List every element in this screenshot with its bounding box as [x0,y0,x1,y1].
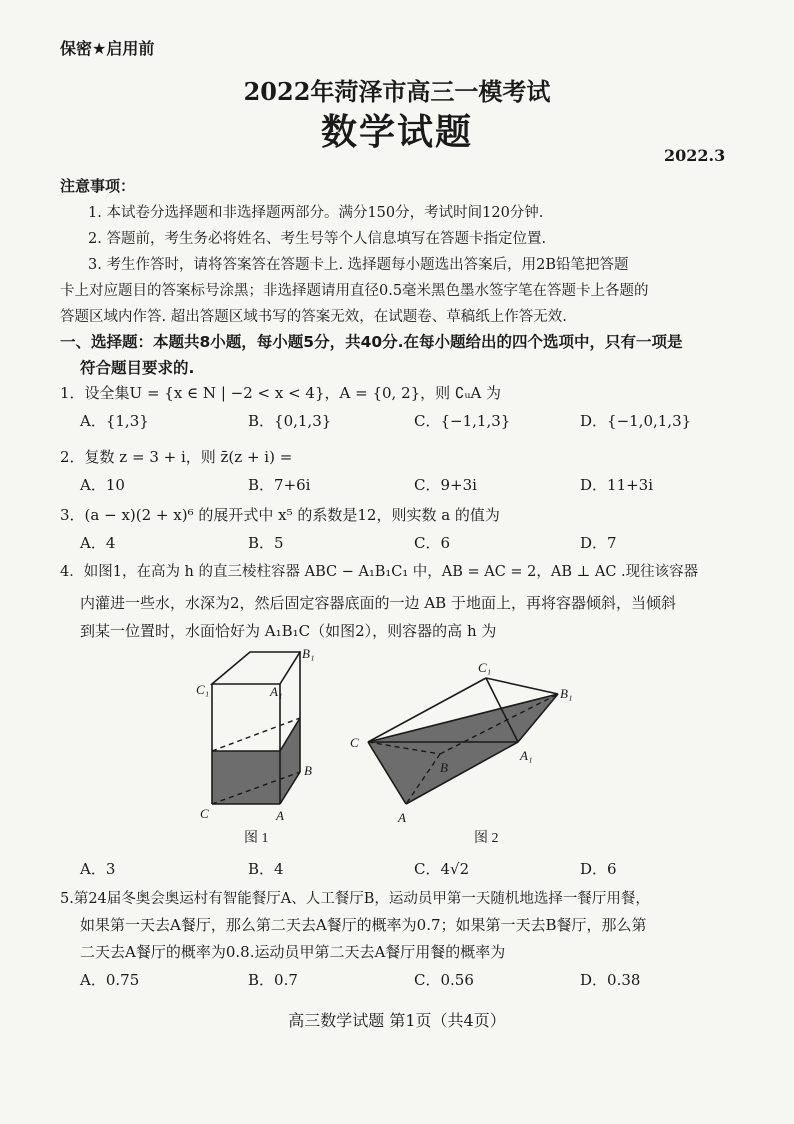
question-4-line1: 4．如图1，在高为 h 的直三棱柱容器 ABC − A₁B₁C₁ 中，AB = AC = 2，AB ⊥ AC .现往该容器 [60,564,699,580]
q5-option-c: C．0.56 [414,971,474,989]
q4-option-d: D．6 [580,860,617,878]
q5-option-d: D．0.38 [580,971,641,989]
label-C: C [200,806,209,821]
question-4-line2: 内灌进一些水，水深为2，然后固定容器底面的一边 AB 于地面上，再将容器倾斜，当倾斜 [80,594,676,612]
label-B: B [304,763,312,778]
q4-option-c: C．4√2 [414,860,470,878]
q4-option-b: B．4 [248,860,284,878]
q2-option-d: D．11+3i [580,476,654,494]
q2-option-a: A．10 [80,476,125,494]
exam-date: 2022.3 [664,146,726,165]
label-B1: B₁ [302,646,315,661]
page-footer: 高三数学试题 第1页（共4页） [288,1011,506,1030]
figure-2-tilted-prism [346,654,582,854]
question-5-line3: 二天去A餐厅的概率为0.8.运动员甲第二天去A餐厅用餐的概率为 [80,943,506,961]
subject-title: 数学试题 [320,111,473,153]
q2-option-b: B．7+6i [248,476,311,494]
notes-heading: 注意事项： [60,177,136,195]
label-A1: A₁ [520,748,533,763]
question-5-line1: 5.第24届冬奥会奥运村有智能餐厅A、人工餐厅B，运动员甲第一天随机地选择一餐厅用餐， [60,891,650,907]
q1-option-d: D．{−1,0,1,3} [580,412,692,430]
note-item: 卡上对应题目的答案标号涂黑；非选择题请用直径0.5毫米黑色墨水签字笔在答题卡上各题的 [60,283,649,299]
label-B: B [440,760,448,775]
q5-option-a: A．0.75 [80,971,140,989]
exam-title: 2022年菏泽市高三一模考试 [243,77,551,106]
confidential-mark: 保密★启用前 [60,39,155,58]
figure-1-caption: 图 1 [244,831,269,846]
section-heading-cont: 符合题目要求的. [80,359,195,377]
label-C1: C₁ [478,660,492,675]
question-4-line3: 到某一位置时，水面恰好为 A₁B₁C（如图2），则容器的高 h 为 [80,622,497,640]
q3-option-b: B．5 [248,534,284,552]
note-item: 答题区域内作答. 超出答题区域书写的答案无效，在试题卷、草稿纸上作答无效. [60,309,567,325]
q2-option-c: C．9+3i [414,476,477,494]
section-heading: 一、选择题：本题共8小题，每小题5分，共40分.在每小题给出的四个选项中，只有一项是 [60,333,683,351]
q1-option-b: B．{0,1,3} [248,412,332,430]
label-A: A [398,810,406,825]
note-item: 1. 本试卷分选择题和非选择题两部分。满分150分，考试时间120分钟. [88,205,544,221]
q1-option-a: A．{1,3} [80,412,149,430]
label-C1: C₁ [196,682,210,697]
label-A1: A₁ [270,684,283,699]
note-item: 3. 考生作答时，请将答案答在答题卡上. 选择题每小题选出答案后，用2B铅笔把答题 [88,257,629,273]
note-item: 2. 答题前，考生务必将姓名、考生号等个人信息填写在答题卡指定位置. [88,231,547,247]
q3-option-d: D．7 [580,534,617,552]
figure-1-prism [190,644,330,854]
q3-option-a: A．4 [80,534,116,552]
question-2-stem: 2．复数 z = 3 + i，则 z̄(z + i) = [60,448,293,466]
question-3-stem: 3．(a − x)(2 + x)⁶ 的展开式中 x⁵ 的系数是12，则实数 a 的值为 [60,506,500,524]
question-5-line2: 如果第一天去A餐厅，那么第二天去A餐厅的概率为0.7；如果第一天去B餐厅，那么第 [80,916,647,934]
label-C: C [350,735,359,750]
q3-option-c: C．6 [414,534,451,552]
label-B1: B₁ [560,686,573,701]
question-1-stem: 1．设全集U = {x ∈ N | −2 < x < 4}，A = {0, 2}，则 ∁ᵤA 为 [60,384,502,402]
figure-2-caption: 图 2 [474,831,499,846]
q1-option-c: C．{−1,1,3} [414,412,511,430]
q4-option-a: A．3 [80,860,116,878]
q5-option-b: B．0.7 [248,971,298,989]
label-A: A [276,808,284,823]
